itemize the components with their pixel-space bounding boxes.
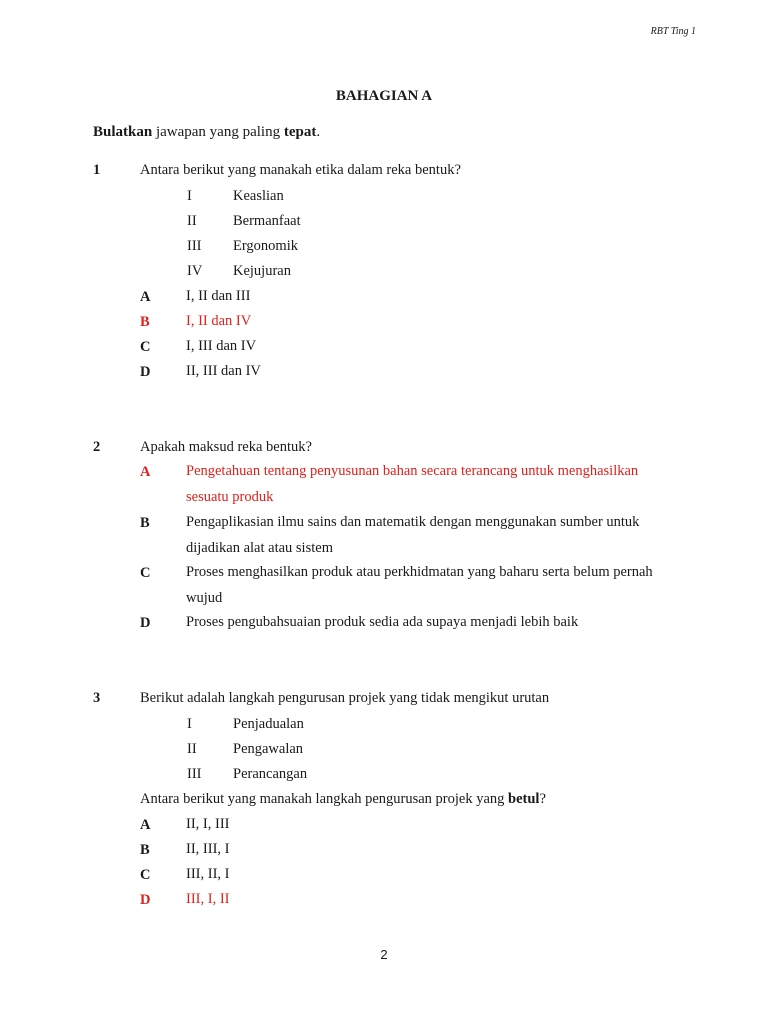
option-text: Pengaplikasian ilmu sains dan matematik dengan menggunakan sumber untuk dijadikan alat atau sistem xyxy=(186,514,640,556)
option-text: II, III, I xyxy=(186,841,230,857)
option-letter: A xyxy=(140,817,151,833)
followup-question xyxy=(140,791,546,808)
followup-end: ? xyxy=(539,791,546,807)
option-letter: C xyxy=(140,867,151,883)
option-text: I, III dan IV xyxy=(186,338,257,354)
question-number: 2 xyxy=(93,439,101,455)
question-text: Berikut adalah langkah pengurusan projek yang tidak mengikut urutan xyxy=(140,690,550,706)
option-text: I, II dan III xyxy=(186,288,251,304)
option-letter: C xyxy=(140,565,151,581)
roman-numeral: III xyxy=(187,766,202,782)
followup-bold: betul xyxy=(508,791,540,807)
section-title: BAHAGIAN A xyxy=(335,88,433,104)
option-text: II, III dan IV xyxy=(186,363,261,379)
option-letter: A xyxy=(140,464,151,480)
roman-item-text: Ergonomik xyxy=(233,238,298,254)
question-1 xyxy=(93,162,693,392)
question-text: Antara berikut yang manakah etika dalam reka bentuk? xyxy=(140,162,461,178)
option-text: III, II, I xyxy=(186,866,230,882)
option-text: Proses pengubahsuaian produk sedia ada supaya menjadi lebih baik xyxy=(186,614,579,630)
option-letter: D xyxy=(140,364,151,380)
roman-item-text: Perancangan xyxy=(233,766,308,782)
instruction-text: jawapan yang paling xyxy=(152,124,284,140)
roman-numeral: III xyxy=(187,238,202,254)
option-letter: A xyxy=(140,289,151,305)
question-number: 1 xyxy=(93,162,101,178)
instruction xyxy=(93,124,320,141)
option-text: I, II dan IV xyxy=(186,313,252,329)
page-number: 2 xyxy=(380,947,388,962)
roman-numeral: II xyxy=(187,741,197,757)
followup-text: Antara berikut yang manakah langkah pengurusan projek yang xyxy=(140,791,509,807)
roman-item-text: Pengawalan xyxy=(233,741,304,757)
question-text: Apakah maksud reka bentuk? xyxy=(140,439,312,455)
option-text: II, I, III xyxy=(186,816,230,832)
instruction-bold-word: tepat xyxy=(283,124,317,140)
option-letter: C xyxy=(140,339,151,355)
option-letter: B xyxy=(140,842,150,858)
option-letter: D xyxy=(140,615,151,631)
question-3 xyxy=(93,690,693,920)
instruction-bold-verb: Bulatkan xyxy=(93,124,153,140)
roman-numeral: II xyxy=(187,213,197,229)
option-letter: B xyxy=(140,314,150,330)
option-letter: D xyxy=(140,892,151,908)
roman-numeral: I xyxy=(187,716,192,732)
option-letter: B xyxy=(140,515,150,531)
roman-item-text: Kejujuran xyxy=(233,263,291,279)
instruction-end: . xyxy=(316,124,321,140)
question-number: 3 xyxy=(93,690,101,706)
question-2 xyxy=(93,439,693,639)
option-text: Pengetahuan tentang penyusunan bahan secara terancang untuk menghasilkan sesuatu produk xyxy=(186,463,639,505)
roman-numeral: I xyxy=(187,188,192,204)
roman-item-text: Penjadualan xyxy=(233,716,304,732)
roman-item-text: Keaslian xyxy=(233,188,284,204)
option-text: III, I, II xyxy=(186,891,230,907)
header-tag: RBT Ting 1 xyxy=(650,26,696,37)
roman-numeral: IV xyxy=(187,263,203,279)
option-text: Proses menghasilkan produk atau perkhidmatan yang baharu serta belum pernah wujud xyxy=(186,564,653,606)
roman-item-text: Bermanfaat xyxy=(233,213,301,229)
